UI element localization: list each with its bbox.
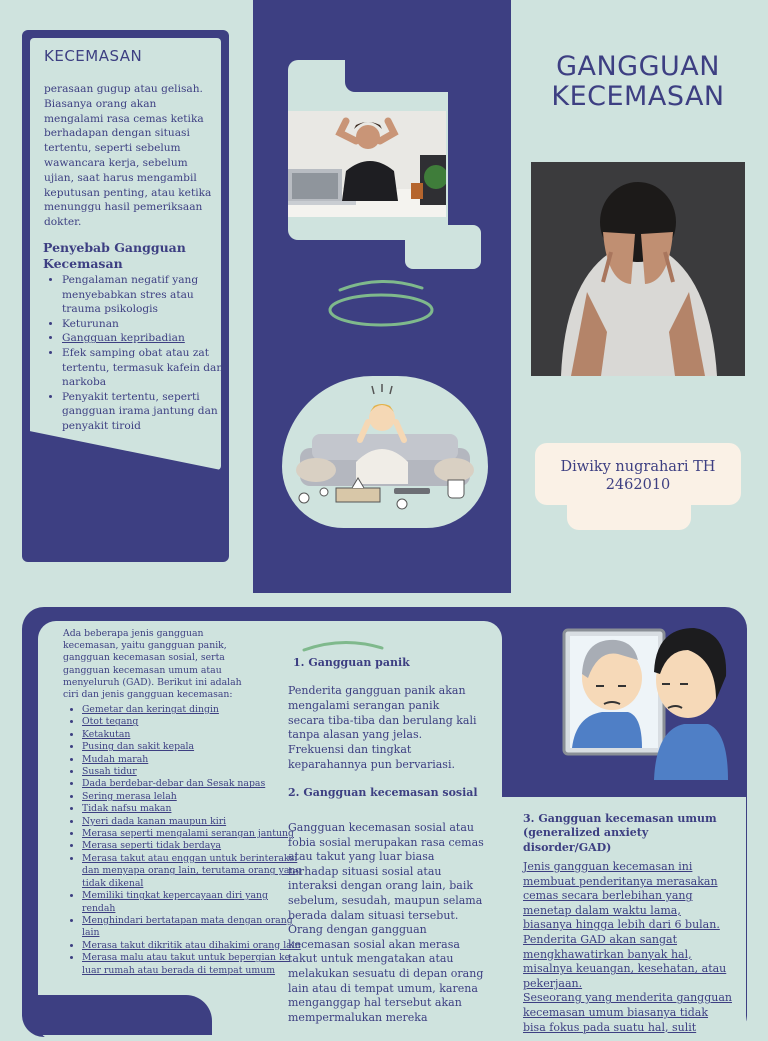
causes-heading: Penyebab Gangguan Kecemasan: [43, 240, 186, 271]
list-item: • Merasa seperti mengalami serangan jantung: [82, 828, 302, 840]
green-arc-decoration: [302, 638, 384, 652]
gad-text: Jenis gangguan kecemasan ini membuat penderitanya merasakan cemas secara berlebihan yang menetap dalam waktu lama, biasanya hingga lebih dari 6 bulan. Penderita GAD akan sangat mengkhawatirkan banyak hal, misalnya keuangan, kesehatan, atau pekerjaan. Seseorang yang menderita gangguan kecemasan umum biasanya tidak bisa fokus pada suatu hal, sulit: [523, 860, 732, 1034]
section-heading-kecemasan: KECEMASAN: [44, 47, 143, 65]
intro-paragraph: perasaan gugup atau gelisah. Biasanya orang akan mengalami rasa cemas ketika berhadapan dengan situasi tertentu, seperti sebelum wawancara kerja, sebelum ujian, saat harus mengambil keputusan penting, atau ketika menunggu hasil pemeriksaan dokter.: [44, 83, 212, 229]
list-item: • Merasa takut dikritik atau dihakimi orang lain: [82, 940, 302, 952]
list-item: • Otot tegang: [82, 716, 302, 728]
list-item: • Keturunan: [62, 317, 232, 332]
list-item: • Dada berdebar-debar dan Sesak napas: [82, 778, 302, 790]
author-info: [535, 458, 741, 494]
man-covering-face-photo: [531, 162, 745, 376]
list-item: • Menghindari bertatapan mata dengan orang lain: [82, 915, 302, 940]
panic-disorder-text: Penderita gangguan panik akan mengalami serangan panik secara tiba-tiba dan berulang kali tanpa alasan yang jelas. Frekuensi dan tingkat keparahannya pun bervariasi.: [288, 684, 477, 771]
panic-disorder-heading: 1. Gangguan panik: [293, 656, 410, 669]
green-swirl-decoration: [326, 276, 436, 330]
author-id: 2462010: [605, 477, 671, 493]
list-item: • Sering merasa lelah: [82, 791, 302, 803]
list-item: • Susah tidur: [82, 766, 302, 778]
stressed-man-laptop-photo: [288, 111, 446, 217]
mirror-reflection-illustration: [558, 620, 730, 780]
list-item: • Merasa takut atau enggan untuk berinteraksi dan menyapa orang lain, terutama orang yang tidak dikenal: [82, 853, 302, 890]
list-item: • Mudah marah: [82, 754, 302, 766]
bottom-corner-cut: [38, 995, 212, 1035]
photo-frame-notch: [345, 60, 449, 92]
author-name: Diwiky nugrahari TH: [560, 459, 716, 475]
main-title: GANGGUAN KECEMASAN: [551, 51, 725, 112]
list-item: • Gemetar dan keringat dingin: [82, 704, 302, 716]
symptom-list: [62, 704, 302, 977]
gad-heading: 3. Gangguan kecemasan umum (generalized anxiety disorder/GAD): [523, 812, 717, 854]
anxious-person-illustration: [282, 376, 488, 528]
types-intro-paragraph: Ada beberapa jenis gangguan kecemasan, yaitu gangguan panik, gangguan kecemasan sosial, serta gangguan kecemasan umum atau menyeluruh (GAD). Berikut ini adalah ciri dan jenis gangguan kecemasan:: [63, 628, 242, 701]
list-item: • Efek samping obat atau zat tertentu, termasuk kafein dan narkoba: [62, 346, 232, 390]
causes-list: [42, 273, 232, 434]
list-item: • Memiliki tingkat kepercayaan diri yang rendah: [82, 890, 302, 915]
list-item: • Gangguan kepribadian: [62, 331, 232, 346]
photo-frame-tab: [405, 225, 481, 269]
list-item: • Penyakit tertentu, seperti gangguan irama jantung dan penyakit tiroid: [62, 390, 232, 434]
list-item: • Pusing dan sakit kepala: [82, 741, 302, 753]
list-item: • Merasa seperti tidak berdaya: [82, 840, 302, 852]
list-item: • Nyeri dada kanan maupun kiri: [82, 816, 302, 828]
list-item: • Merasa malu atau takut untuk bepergian ke luar rumah atau berada di tempat umum: [82, 952, 302, 977]
list-item: • Ketakutan: [82, 729, 302, 741]
list-item: • Pengalaman negatif yang menyebabkan stres atau trauma psikologis: [62, 273, 232, 317]
list-item: • Tidak nafsu makan: [82, 803, 302, 815]
author-card-tab: [567, 496, 691, 530]
social-anxiety-text: Gangguan kecemasan sosial atau fobia sosial merupakan rasa cemas atau takut yang luar biasa terhadap situasi sosial atau interaksi dengan orang lain, baik sebelum, sesudah, maupun selama berada dalam situasi tersebut. Orang dengan gangguan kecemasan sosial akan merasa takut untuk mengatakan atau melakukan sesuatu di depan orang lain atau di tempat umum, karena menganggap hal tersebut akan mempermalukan mereka: [288, 821, 484, 1024]
social-anxiety-heading: 2. Gangguan kecemasan sosial: [288, 786, 478, 799]
